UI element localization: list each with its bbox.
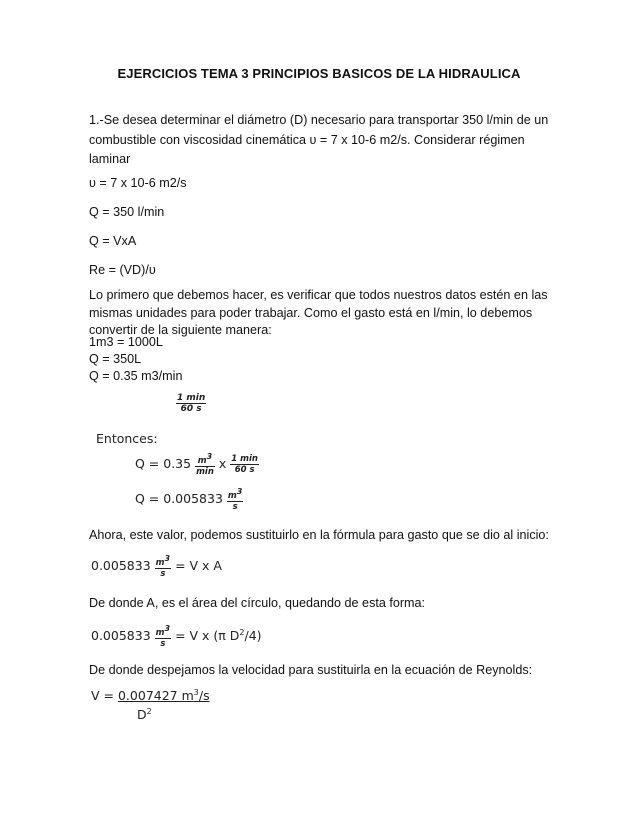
conversion-line: 1m3 = 1000L bbox=[89, 335, 163, 349]
flow-result-equation: Q = 0.005833 $\frac{m^3}{s}$ bbox=[135, 487, 243, 512]
entonces-label: Entonces: bbox=[96, 431, 158, 446]
conversion-line: Q = 0.35 m3/min bbox=[89, 369, 183, 383]
explanation-paragraph: Lo primero que debemos hacer, es verificar que todos nuestros datos estén en las mismas unidades para poder trabajar. Como el gasto está en l/min, lo debemos convertir de la siguiente manera: bbox=[89, 288, 548, 337]
area-paragraph: De donde A, es el área del círculo, quedando de esta forma: bbox=[89, 596, 426, 610]
velocity-paragraph: De donde despejamos la velocidad para sustituirla en la ecuación de Reynolds: bbox=[89, 663, 533, 677]
page-title: EJERCICIOS TEMA 3 PRINCIPIOS BASICOS DE LA HIDRAULICA bbox=[117, 66, 521, 81]
flow-formula: Q = VxA bbox=[89, 234, 137, 248]
velocity-equation: V = 0.007427 $m^3/s$ bbox=[91, 688, 210, 704]
reynolds-formula: Re = (VD)/υ bbox=[89, 263, 156, 277]
flow-area-equation: 0.005833 $\frac{m^3}{s}$ = V x A bbox=[91, 554, 222, 579]
problem-statement: 1.-Se desea determinar el diámetro (D) necesario para transportar 350 l/min de un combustible con viscosidad cinemática υ = 7 x 10-6 m2/s. Considerar régimen laminar bbox=[89, 113, 549, 166]
given-viscosity: υ = 7 x 10-6 m2/s bbox=[89, 176, 187, 190]
substitution-paragraph: Ahora, este valor, podemos sustituirlo en la fórmula para gasto que se dio al inicio: bbox=[89, 528, 549, 542]
conversion-line: Q = 350L bbox=[89, 352, 142, 366]
conversion-fraction: $\frac{1 \min}{60 s}$ bbox=[177, 393, 206, 414]
velocity-denominator: $D^2$ bbox=[137, 707, 152, 723]
given-flow: Q = 350 l/min bbox=[89, 205, 165, 219]
circle-area-equation: 0.005833 $\frac{m^3}{s}$ = V x (π $D^2/4$) bbox=[91, 624, 262, 649]
flow-conversion-equation: Q = 0.35 $\frac{m^3}{\min}$ x $\frac{1 \min}{60 s}$ bbox=[135, 452, 258, 477]
